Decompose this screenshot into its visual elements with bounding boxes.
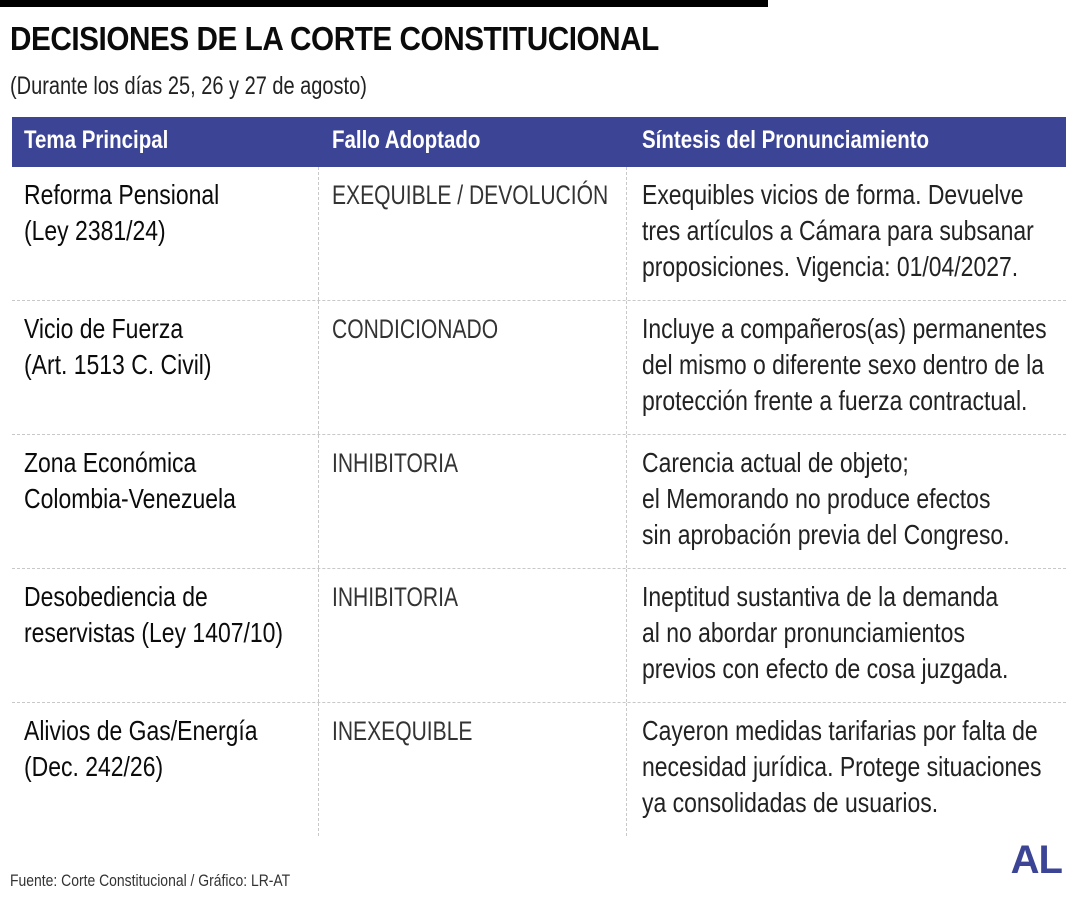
- decisions-table: [12, 117, 1066, 836]
- topic-cell: Desobediencia de reservistas (Ley 1407/10): [24, 581, 284, 648]
- summary-cell: Exequibles vicios de forma. Devuelve tres artículos a Cámara para subsanar proposiciones. Vigencia: 01/04/2027.: [642, 179, 1034, 282]
- column-divider: [626, 569, 627, 702]
- ruling-cell: CONDICIONADO: [332, 314, 499, 344]
- column-divider: [626, 167, 627, 300]
- ruling-cell: INEXEQUIBLE: [332, 716, 473, 746]
- column-divider: [318, 167, 319, 300]
- column-divider: [626, 435, 627, 568]
- summary-cell: Incluye a compañeros(as) permanentes del mismo o diferente sexo dentro de la protección frente a fuerza contractual.: [642, 313, 1047, 416]
- table-row: [12, 435, 1066, 569]
- ruling-cell: INHIBITORIA: [332, 582, 458, 612]
- publisher-logo: AL: [1010, 838, 1062, 882]
- header-fallo-adoptado: Fallo Adoptado: [332, 126, 481, 154]
- summary-cell: Ineptitud sustantiva de la demanda al no abordar pronunciamientos previos con efecto de cosa juzgada.: [642, 581, 1009, 684]
- summary-cell: Carencia actual de objeto; el Memorando no produce efectos sin aprobación previa del Congreso.: [642, 447, 1010, 550]
- ruling-cell: EXEQUIBLE / DEVOLUCIÓN: [332, 180, 609, 210]
- column-divider: [318, 569, 319, 702]
- header-sintesis: Síntesis del Pronunciamiento: [642, 126, 930, 154]
- table-row: [12, 301, 1066, 435]
- column-divider: [318, 703, 319, 836]
- topic-cell: Alivios de Gas/Energía (Dec. 242/26): [24, 715, 258, 782]
- column-divider: [626, 301, 627, 434]
- column-divider: [318, 301, 319, 434]
- table-row: [12, 703, 1066, 836]
- table-header: [12, 117, 1066, 167]
- source-credit: Fuente: Corte Constitucional / Gráfico: LR-AT: [10, 871, 291, 890]
- topic-cell: Reforma Pensional (Ley 2381/24): [24, 179, 220, 246]
- column-divider: [318, 435, 319, 568]
- top-rule: [0, 0, 768, 7]
- table-row: [12, 569, 1066, 703]
- page-title: DECISIONES DE LA CORTE CONSTITUCIONAL: [10, 20, 659, 57]
- topic-cell: Vicio de Fuerza (Art. 1513 C. Civil): [24, 313, 212, 380]
- table-row: [12, 167, 1066, 301]
- page-subtitle: (Durante los días 25, 26 y 27 de agosto): [10, 72, 367, 100]
- column-divider: [626, 703, 627, 836]
- header-tema-principal: Tema Principal: [24, 126, 169, 154]
- topic-cell: Zona Económica Colombia-Venezuela: [24, 447, 236, 514]
- ruling-cell: INHIBITORIA: [332, 448, 458, 478]
- summary-cell: Cayeron medidas tarifarias por falta de necesidad jurídica. Protege situaciones ya consolidadas de usuarios.: [642, 715, 1042, 818]
